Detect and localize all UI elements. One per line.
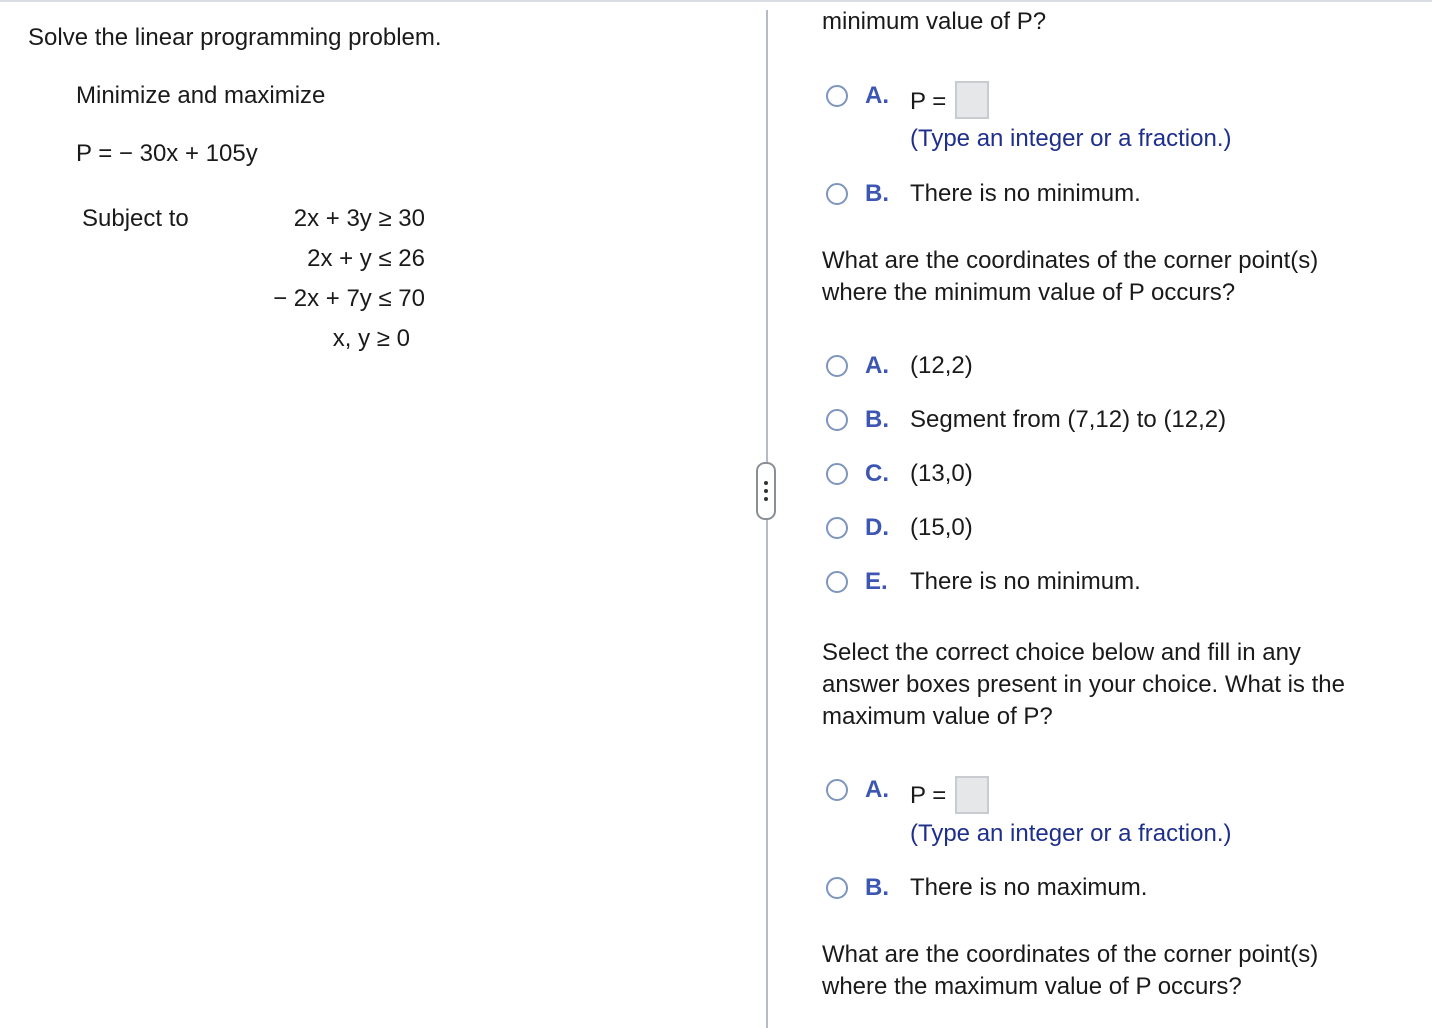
min-corner-option-c-label: (13,0) — [910, 460, 973, 487]
min-value-answer-input[interactable] — [955, 81, 989, 119]
min-value-option-a-letter: A. — [865, 82, 889, 109]
constraint-1: 2x + 3y ≥ 30 — [293, 205, 425, 232]
max-value-question-line-3: maximum value of P? — [822, 703, 1053, 730]
min-corner-option-c-letter: C. — [865, 460, 889, 487]
instruction-text: Minimize and maximize — [76, 82, 326, 109]
max-value-answer-input[interactable] — [955, 776, 989, 814]
max-value-option-a-label: P = — [910, 782, 947, 809]
drag-handle-icon[interactable] — [756, 462, 776, 520]
constraint-4: x, y ≥ 0 — [332, 325, 410, 352]
min-corner-option-e-label: There is no minimum. — [910, 568, 1141, 595]
min-corner-question-line-1: What are the coordinates of the corner point(s) — [822, 247, 1319, 274]
min-corner-option-d-radio[interactable] — [826, 517, 848, 539]
max-corner-question-line-2: where the maximum value of P occurs? — [822, 973, 1242, 1000]
max-value-option-b-radio[interactable] — [826, 877, 848, 899]
min-value-hint: (Type an integer or a fraction.) — [910, 125, 1232, 152]
max-value-hint: (Type an integer or a fraction.) — [910, 820, 1232, 847]
subject-to-label: Subject to — [82, 205, 189, 232]
min-value-option-a-radio[interactable] — [826, 85, 848, 107]
min-corner-option-e-letter: E. — [865, 568, 888, 595]
constraint-3: − 2x + 7y ≤ 70 — [273, 285, 425, 312]
min-corner-option-a-radio[interactable] — [826, 355, 848, 377]
min-value-option-b-radio[interactable] — [826, 183, 848, 205]
min-value-option-a-label: P = — [910, 88, 947, 115]
max-value-option-b-letter: B. — [865, 874, 889, 901]
min-corner-option-b-radio[interactable] — [826, 409, 848, 431]
min-corner-option-b-letter: B. — [865, 406, 889, 433]
max-value-option-a-radio[interactable] — [826, 779, 848, 801]
constraint-2: 2x + y ≤ 26 — [307, 245, 425, 272]
min-corner-option-a-letter: A. — [865, 352, 889, 379]
objective-function: P = − 30x + 105y — [76, 140, 258, 167]
problem-heading: Solve the linear programming problem. — [28, 24, 442, 51]
min-value-option-b-letter: B. — [865, 180, 889, 207]
max-value-option-b-label: There is no maximum. — [910, 874, 1148, 901]
min-corner-option-c-radio[interactable] — [826, 463, 848, 485]
min-corner-option-e-radio[interactable] — [826, 571, 848, 593]
max-corner-question-line-1: What are the coordinates of the corner point(s) — [822, 941, 1319, 968]
min-corner-option-d-label: (15,0) — [910, 514, 973, 541]
max-value-question-line-1: Select the correct choice below and fill in any — [822, 639, 1301, 666]
min-value-question: minimum value of P? — [822, 8, 1047, 35]
answer-panel — [822, 0, 1422, 1028]
max-value-option-a-letter: A. — [865, 776, 889, 803]
max-value-question-line-2: answer boxes present in your choice. What is the — [822, 671, 1345, 698]
min-corner-option-b-label: Segment from (7,12) to (12,2) — [910, 406, 1227, 433]
min-value-option-b-label: There is no minimum. — [910, 180, 1141, 207]
min-corner-question-line-2: where the minimum value of P occurs? — [822, 279, 1236, 306]
min-corner-option-d-letter: D. — [865, 514, 889, 541]
min-corner-option-a-label: (12,2) — [910, 352, 973, 379]
